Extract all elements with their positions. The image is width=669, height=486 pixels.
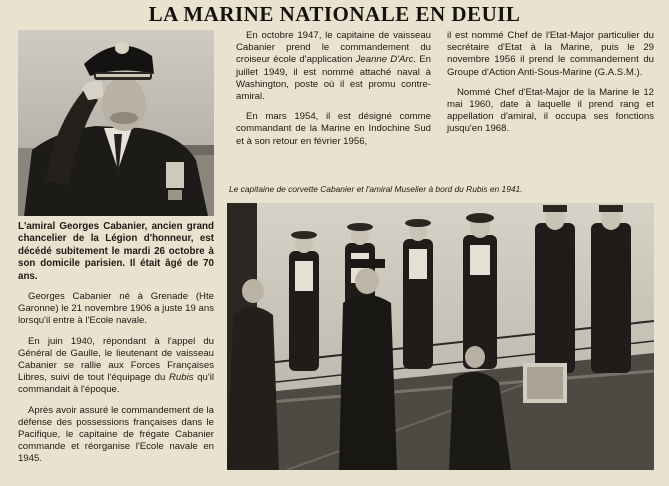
col3-paragraph-2: Nommé Chef d'Etat-Major de la Marine le 12 mai 1960, date à laquelle il prend rang et appellation d'amiral, il occupa ses fonctions jusqu'en 1968. [447, 86, 654, 135]
column-1 [18, 291, 214, 474]
column-3 [447, 30, 654, 144]
col2-paragraph-1 [236, 30, 431, 103]
col3-paragraph-1: il est nommé Chef de l'Etat-Major particulier du secrétaire d'Etat à la Marine, puis le 29 novembre 1956 il prend le commandement du Groupe d'Action Anti-Sous-Marine (G.A.S.M.). [447, 30, 654, 78]
col1-paragraph-1: Georges Cabanier né à Grenade (Hte Garonne) le 21 novembre 1906 a juste 19 ans lorsqu'il entre à l'Ecole navale. [18, 291, 214, 327]
col1-paragraph-3: Après avoir assuré le commandement de la défense des possessions françaises dans le Pacifique, le capitaine de frégate Cabanier commande et réorganise l'Ecole navale en 1945. [18, 404, 214, 465]
photo-caption: Le capitaine de corvette Cabanier et l'amiral Muselier à bord du Rubis en 1941. [229, 184, 523, 194]
col1-paragraph-2 [18, 336, 214, 397]
ship-name-jeanne-darc: Jeanne D'Arc [355, 54, 414, 66]
col2-paragraph-2: En mars 1954, il est désigné comme commandant de la Marine en Indochine Sud et à son retour en février 1956, [236, 111, 431, 147]
col1-p2-text-b: qu'il commandait à l'époque. [18, 372, 214, 396]
lead-paragraph: L'amiral Georges Cabanier, ancien grand chancelier de la Légion d'honneur, est décédé subitement le mardi 26 octobre à son domicile parisien. Il était âgé de 70 ans. [18, 221, 214, 282]
portrait-photo [18, 30, 214, 216]
deck-photo [227, 203, 654, 470]
column-2 [236, 30, 431, 156]
col1-p2-text-a: En juin 1940, répondant à l'appel du Général de Gaulle, le lieutenant de vaisseau Cabanier se rallie aux Forces Françaises Libres, suivi de tout l'équipage du [18, 335, 214, 384]
col2-p1-text-b: . En juillet 1949, il est nommé attaché naval à Washington, poste où il est promu contre-amiral. [236, 54, 431, 103]
headline: LA MARINE NATIONALE EN DEUIL [148, 2, 521, 26]
ship-name-rubis: Rubis [168, 372, 194, 384]
col2-p1-text-a: En octobre 1947, le capitaine de vaisseau Cabanier prend le commandement du croiseur école d'application [236, 30, 431, 66]
